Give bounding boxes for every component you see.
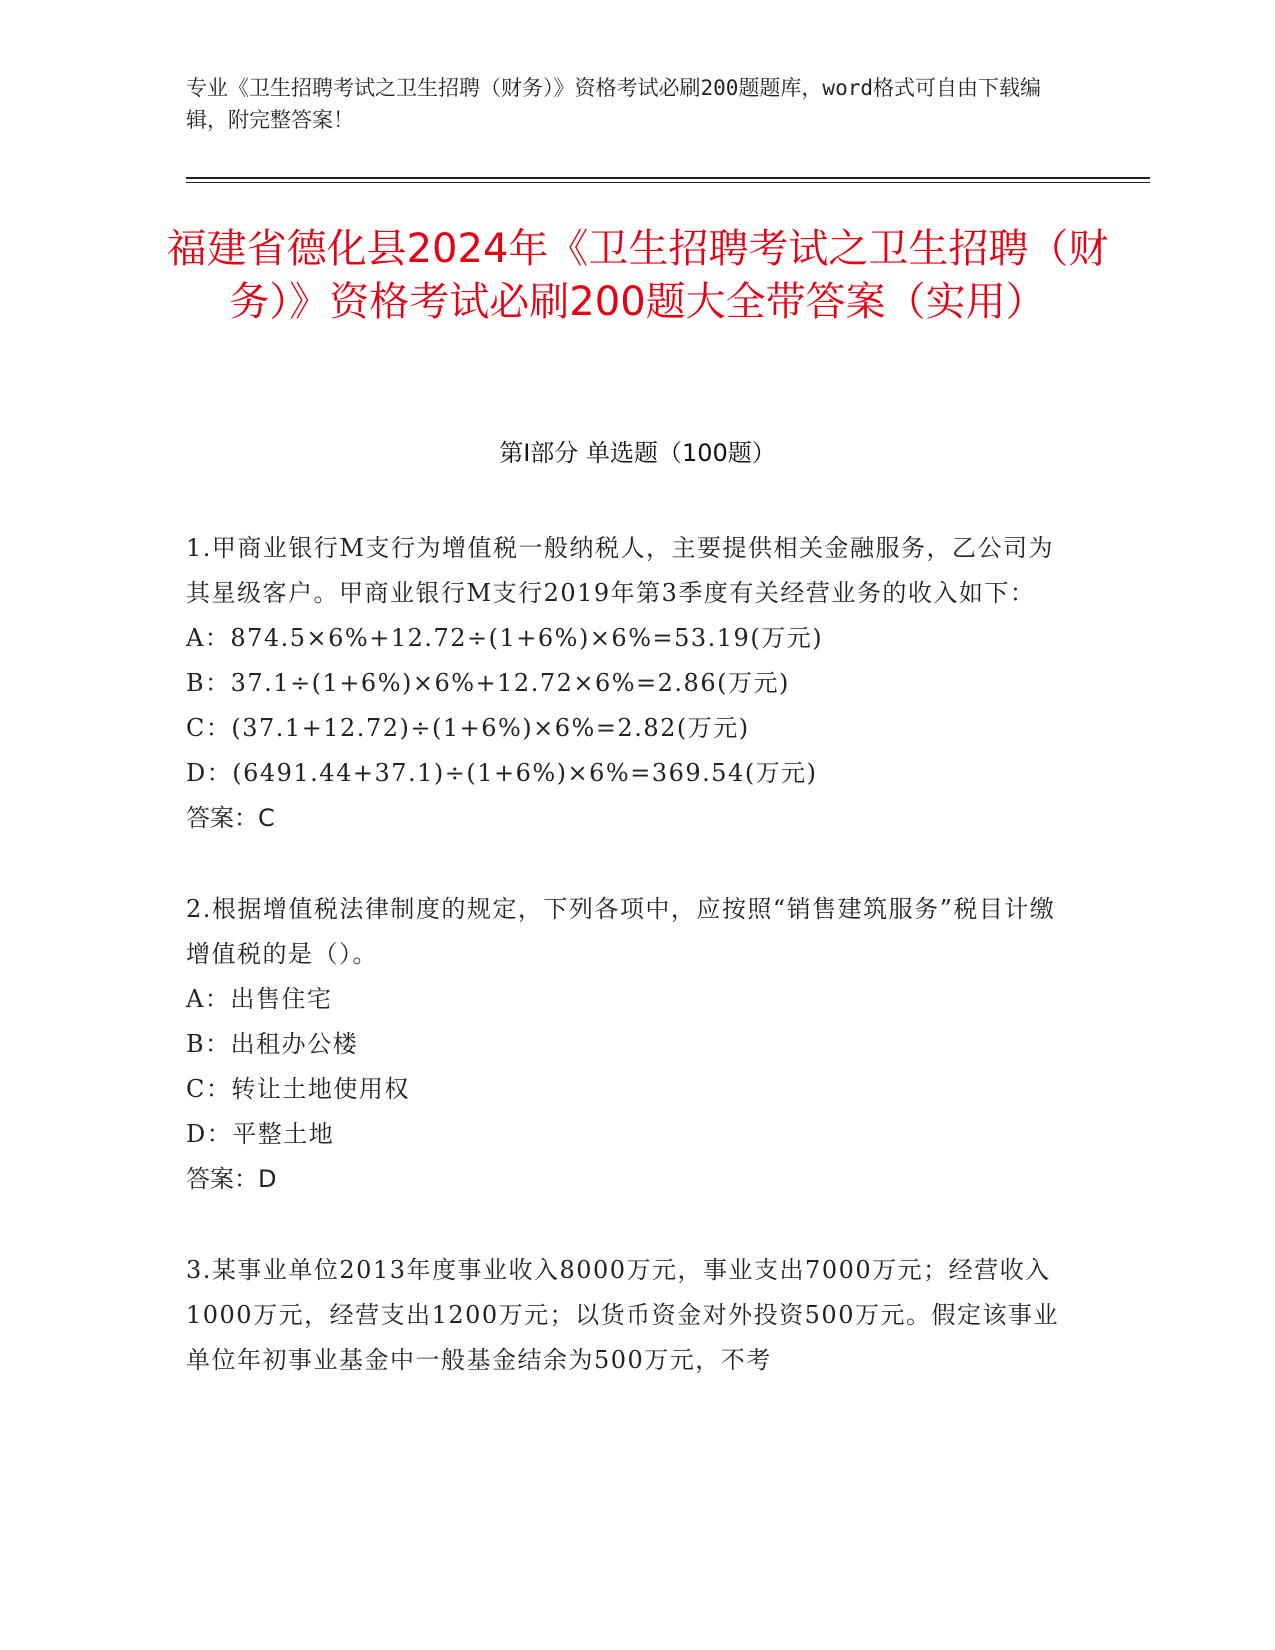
option-d: D：(6491.44+37.1)÷(1+6%)×6%=369.54(万元) [186,759,818,787]
question-1 [186,526,1076,841]
question-stem: 2.根据增值税法律制度的规定，下列各项中，应按照“销售建筑服务”税目计缴增值税的是（）。 [186,895,1056,968]
header-note: 专业《卫生招聘考试之卫生招聘（财务）》资格考试必刷200题题库，word格式可自由下载编辑，附完整答案！ [186,76,1041,132]
option-b: B：出租办公楼 [186,1030,359,1058]
question-stem: 3.某事业单位2013年度事业收入8000万元，事业支出7000万元；经营收入1000万元，经营支出1200万元；以货币资金对外投资500万元。假定该事业单位年初事业基金中一般基金结余为500万元，不考 [186,1256,1059,1374]
option-a: A：出售住宅 [186,985,333,1013]
header-divider [186,177,1150,179]
question-stem: 1.甲商业银行M支行为增值税一般纳税人，主要提供相关金融服务，乙公司为其星级客户。甲商业银行M支行2019年第3季度有关经营业务的收入如下： [186,534,1054,607]
option-b: B：37.1÷(1+6%)×6%+12.72×6%=2.86(万元) [186,669,790,697]
option-d: D：平整土地 [186,1120,335,1148]
question-2 [186,887,1076,1202]
question-3 [186,1248,1076,1383]
header-divider-thin [186,182,1150,183]
answer-line: 答案：C [186,804,275,832]
document-title: 福建省德化县2024年《卫生招聘考试之卫生招聘（财务）》资格考试必刷200题大全带答案（实用） [166,226,1109,325]
option-c: C：(37.1+12.72)÷(1+6%)×6%=2.82(万元) [186,714,750,742]
question-list [186,526,1076,1429]
section-heading: 第Ⅰ部分 单选题（100题） [499,439,776,467]
option-a: A：874.5×6%+12.72÷(1+6%)×6%=53.19(万元) [186,624,824,652]
option-c: C：转让土地使用权 [186,1075,410,1103]
answer-line: 答案：D [186,1165,277,1193]
